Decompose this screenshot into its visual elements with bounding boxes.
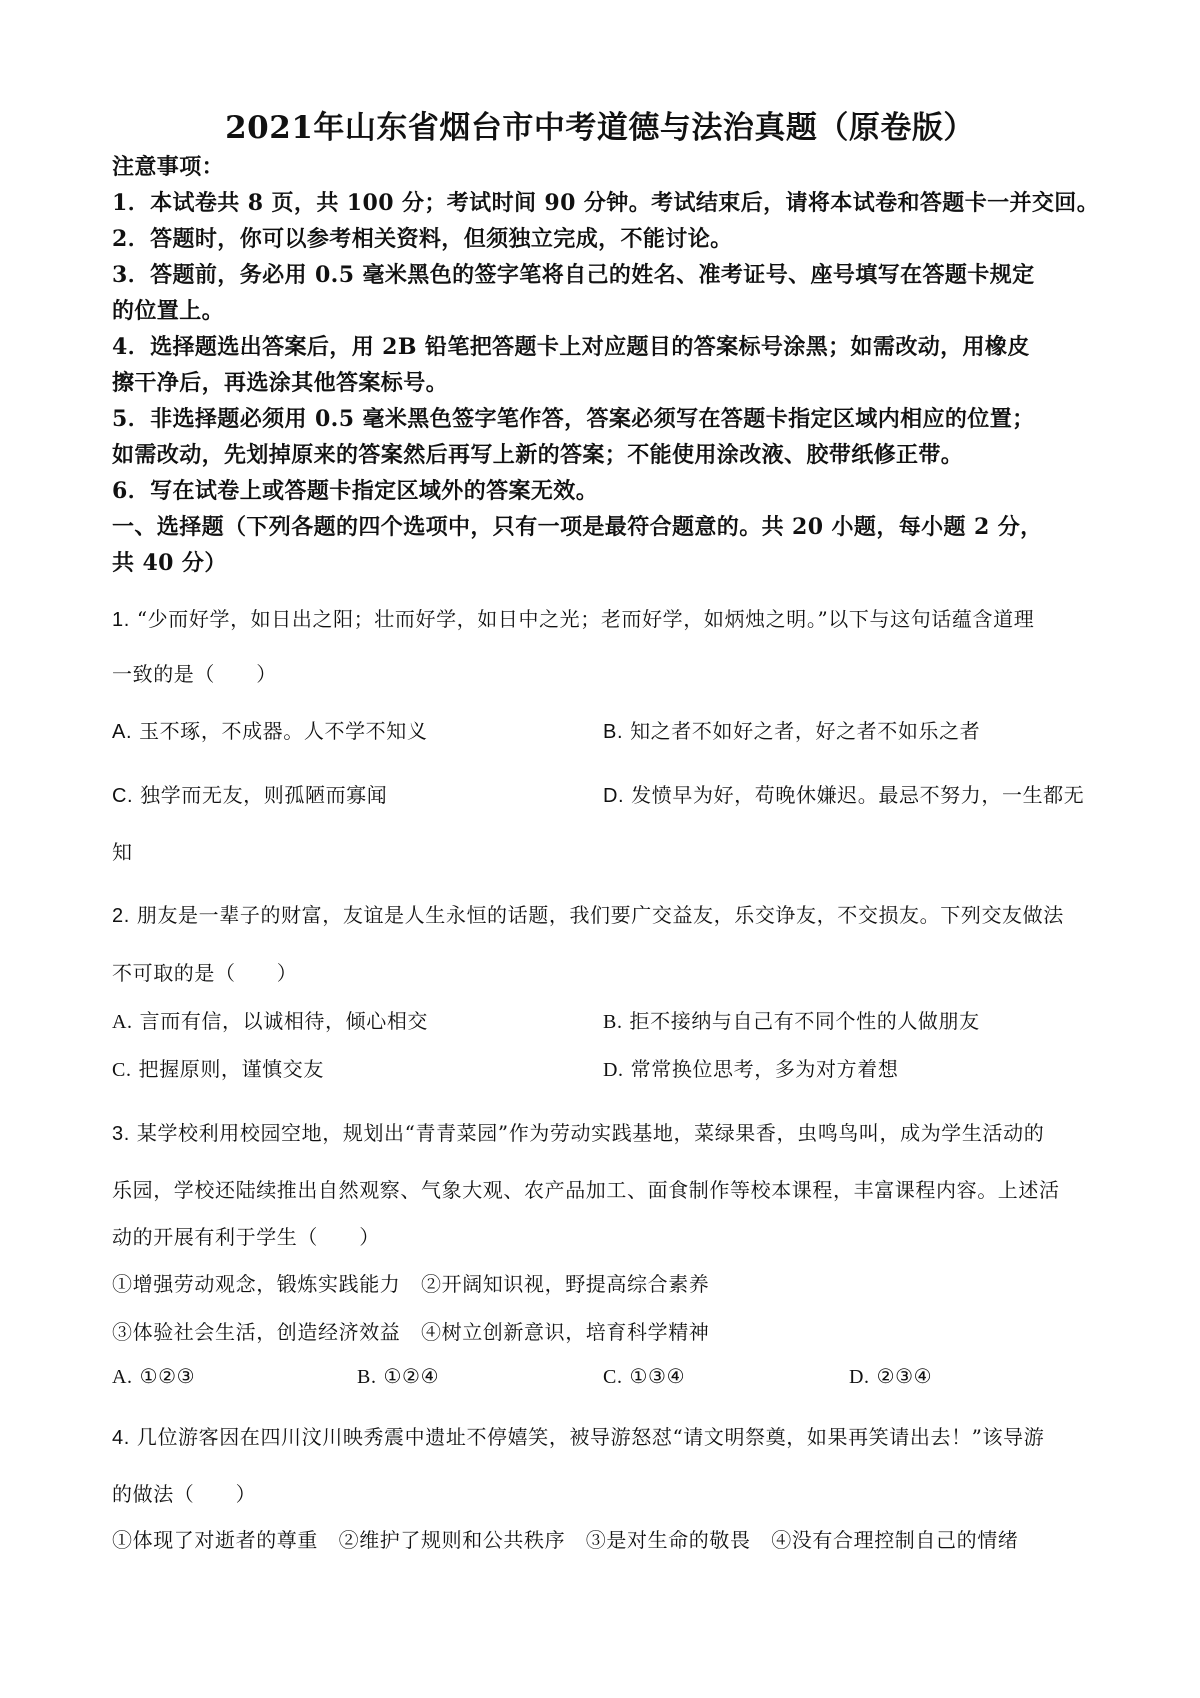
question-4-stem-cont: 的做法（ ）	[112, 1482, 257, 1506]
notice-item-5-cont: 如需改动，先划掉原来的答案然后再写上新的答案；不能使用涂改液、胶带纸修正带。	[112, 442, 964, 468]
question-3-option-c[interactable]: C. ①③④	[603, 1364, 686, 1388]
notice-item-3: 3．答题前，务必用 0.5 毫米黑色的签字笔将自己的姓名、准考证号、座号填写在答题卡规定	[112, 262, 1035, 288]
question-number: 2.	[112, 905, 130, 927]
question-1-option-c[interactable]: C. 独学而无友，则孤陋而寡闻	[112, 783, 388, 807]
notice-item-2: 2．答题时，你可以参考相关资料，但须独立完成，不能讨论。	[112, 226, 733, 252]
section-heading: 一、选择题（下列各题的四个选项中，只有一项是最符合题意的。共 20 小题，每小题 2 分，	[112, 514, 1043, 540]
section-heading-cont: 共 40 分）	[112, 550, 227, 576]
notice-heading: 注意事项：	[112, 154, 225, 180]
question-2-option-b[interactable]: B. 拒不接纳与自己有不同个性的人做朋友	[603, 1009, 980, 1033]
notice-item-4: 4．选择题选出答案后，用 2B 铅笔把答题卡上对应题目的答案标号涂黑；如需改动，用橡皮	[112, 334, 1030, 360]
page-title: 2021年山东省烟台市中考道德与法治真题（原卷版）	[225, 110, 975, 146]
question-3-option-a[interactable]: A. ①②③	[112, 1364, 196, 1388]
question-1-stem: 1. “少而好学，如日出之阳；壮而好学，如日中之光；老而好学，如炳烛之明。”以下与这句话蕴含道理	[112, 607, 1035, 631]
question-3-option-d[interactable]: D. ②③④	[849, 1364, 933, 1388]
question-3-option-b[interactable]: B. ①②④	[357, 1364, 440, 1388]
question-number: 3.	[112, 1123, 130, 1145]
question-3-choice-line-1: ①增强劳动观念，锻炼实践能力 ②开阔知识视，野提高综合素养	[112, 1272, 710, 1296]
question-2-stem-cont: 不可取的是（ ）	[112, 961, 298, 985]
question-4-stem: 4. 几位游客因在四川汶川映秀震中遗址不停嬉笑，被导游怒怼“请文明祭奠，如果再笑请出去！”该导游	[112, 1425, 1045, 1449]
notice-item-5: 5．非选择题必须用 0.5 毫米黑色签字笔作答，答案必须写在答题卡指定区域内相应的位置；	[112, 406, 1035, 432]
question-3-stem-cont-2: 动的开展有利于学生（ ）	[112, 1225, 380, 1249]
question-1-option-a[interactable]: A. 玉不琢，不成器。人不学不知义	[112, 719, 428, 743]
question-number: 4.	[112, 1427, 130, 1449]
question-1-stem-cont: 一致的是（ ）	[112, 662, 277, 686]
notice-item-1: 1．本试卷共 8 页，共 100 分；考试时间 90 分钟。考试结束后，请将本试卷和答题卡一并交回。	[112, 190, 1100, 216]
question-2-option-c[interactable]: C. 把握原则，谨慎交友	[112, 1057, 324, 1081]
question-1-option-d-cont: 知	[112, 840, 133, 864]
question-3-choice-line-2: ③体验社会生活，创造经济效益 ④树立创新意识，培育科学精神	[112, 1320, 710, 1344]
question-1-option-d[interactable]: D. 发愤早为好，苟晚休嫌迟。最忌不努力，一生都无	[603, 783, 1085, 807]
question-2-option-a[interactable]: A. 言而有信，以诚相待，倾心相交	[112, 1009, 429, 1033]
question-3-stem: 3. 某学校利用校园空地，规划出“青青菜园”作为劳动实践基地，菜绿果香，虫鸣鸟叫，成为学生活动的	[112, 1121, 1045, 1145]
question-number: 1.	[112, 609, 130, 631]
question-2-option-d[interactable]: D. 常常换位思考，多为对方着想	[603, 1057, 899, 1081]
notice-item-4-cont: 擦干净后，再选涂其他答案标号。	[112, 370, 449, 396]
question-2-stem: 2. 朋友是一辈子的财富，友谊是人生永恒的话题，我们要广交益友，乐交诤友，不交损友。下列交友做法	[112, 903, 1064, 927]
notice-item-6: 6．写在试卷上或答题卡指定区域外的答案无效。	[112, 478, 599, 504]
notice-item-3-cont: 的位置上。	[112, 298, 225, 324]
question-4-choice-line-1: ①体现了对逝者的尊重 ②维护了规则和公共秩序 ③是对生命的敬畏 ④没有合理控制自己的情绪	[112, 1528, 1019, 1552]
question-3-stem-cont: 乐园，学校还陆续推出自然观察、气象大观、农产品加工、面食制作等校本课程，丰富课程内容。上述活	[112, 1178, 1060, 1202]
question-1-option-b[interactable]: B. 知之者不如好之者，好之者不如乐之者	[603, 719, 981, 743]
